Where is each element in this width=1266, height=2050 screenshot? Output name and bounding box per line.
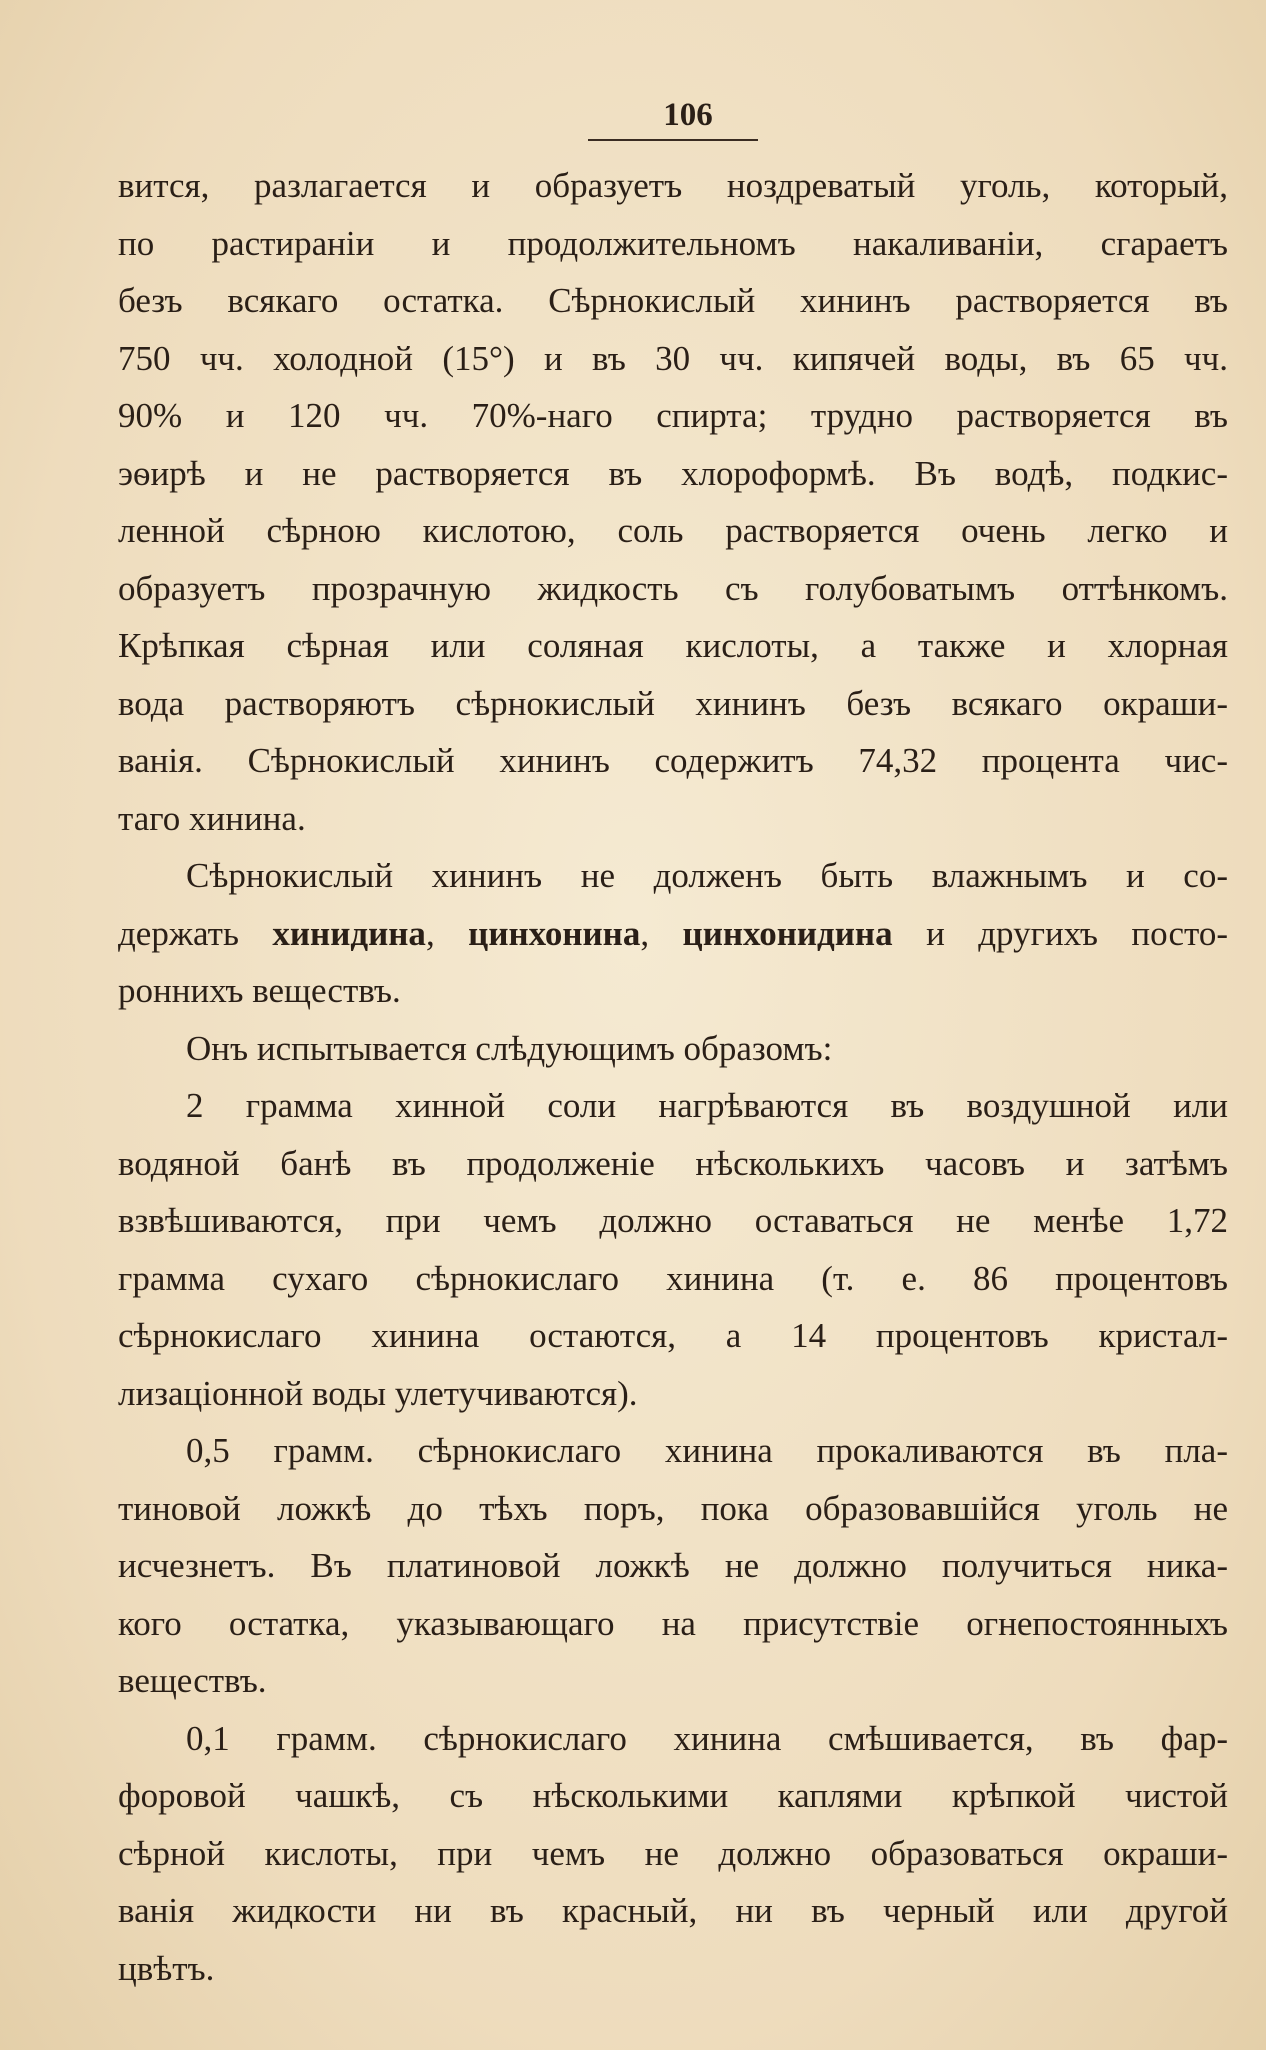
text-line: исчезнетъ. Въ платиновой ложкѣ не должно получиться ника- <box>118 1546 1228 1585</box>
text-line: безъ всякаго остатка. Сѣрнокислый хининъ растворяется въ <box>118 281 1228 320</box>
text-line: взвѣшиваются, при чемъ должно оставаться не менѣе 1,72 <box>118 1201 1228 1240</box>
text-line: сѣрной кислоты, при чемъ не должно образоваться окраши- <box>118 1833 1228 1873</box>
text-line: Крѣпкая сѣрная или соляная кислоты, а также и хлорная <box>118 626 1228 665</box>
text-line: образуетъ прозрачную жидкость съ голубоватымъ оттѣнкомъ. <box>118 568 1228 608</box>
text-fragment: и другихъ посто- <box>926 913 1229 953</box>
paragraph-3 <box>118 1020 1228 1078</box>
body-text <box>118 157 1228 1997</box>
text-line: таго хинина. <box>118 798 306 838</box>
paragraph-2 <box>118 847 1228 1020</box>
text-line: 750 чч. холодной (15°) и въ 30 чч. кипячей воды, въ 65 чч. <box>118 338 1228 378</box>
text-fragment: держать <box>118 913 239 953</box>
text-line: лизаціонной воды улетучиваются). <box>118 1373 638 1413</box>
book-page <box>118 95 1228 1997</box>
bold-term-cinchonidine: цинхонидина <box>682 913 893 953</box>
text-line: 0,5 грамм. сѣрнокислаго хинина прокаливаются въ пла- <box>186 1431 1228 1470</box>
text-line: ленной сѣрною кислотою, соль растворяется очень легко и <box>118 511 1228 550</box>
text-line: цвѣтъ. <box>118 1948 215 1988</box>
text-line: 90% и 120 чч. 70%-наго спирта; трудно растворяется въ <box>118 396 1228 435</box>
text-line: Сѣрнокислый хининъ не долженъ быть влажнымъ и со- <box>186 856 1228 895</box>
text-line: ванія. Сѣрнокислый хининъ содержитъ 74,32 процента чис- <box>118 741 1228 780</box>
text-line: Онъ испытывается слѣдующимъ образомъ: <box>186 1028 833 1068</box>
text-line: вится, разлагается и образуетъ ноздреватый уголь, который, <box>118 166 1228 205</box>
text-line: 2 грамма хинной соли нагрѣваются въ воздушной или <box>186 1086 1228 1125</box>
text-line: тиновой ложкѣ до тѣхъ поръ, пока образовавшійся уголь не <box>118 1488 1228 1528</box>
header-rule <box>588 139 758 141</box>
bold-term-hinidin: хинидина <box>272 913 426 953</box>
text-line: кого остатка, указывающаго на присутствіе огнепостоянныхъ <box>118 1603 1228 1643</box>
text-line: грамма сухаго сѣрнокислаго хинина (т. е. 86 процентовъ <box>118 1258 1228 1298</box>
paragraph-6 <box>118 1710 1228 1998</box>
text-line: веществъ. <box>118 1661 267 1700</box>
text-line: ванія жидкости ни въ красный, ни въ черный или другой <box>118 1891 1228 1930</box>
paragraph-1 <box>118 157 1228 847</box>
paragraph-5 <box>118 1422 1228 1710</box>
page-number: 106 <box>663 97 713 133</box>
text-line: 0,1 грамм. сѣрнокислаго хинина смѣшивается, въ фар- <box>186 1718 1228 1758</box>
text-line: водяной банѣ въ продолженіе нѣсколькихъ часовъ и затѣмъ <box>118 1143 1228 1183</box>
text-line: сѣрнокислаго хинина остаются, а 14 процентовъ кристал- <box>118 1316 1228 1355</box>
text-line: вода растворяютъ сѣрнокислый хининъ безъ всякаго окраши- <box>118 683 1228 723</box>
text-line: эѳирѣ и не растворяется въ хлороформѣ. Въ водѣ, подкис- <box>118 453 1228 493</box>
paragraph-4 <box>118 1077 1228 1422</box>
bold-term-cinchonine: цинхонина <box>468 913 641 953</box>
text-line: роннихъ веществъ. <box>118 971 401 1010</box>
text-line: форовой чашкѣ, съ нѣсколькими каплями крѣпкой чистой <box>118 1776 1228 1815</box>
text-line-with-bold: держать хинидина, цинхонина, цинхонидина и другихъ посто- <box>118 913 1229 953</box>
text-line: по растираніи и продолжительномъ накаливаніи, сгараетъ <box>118 223 1228 263</box>
